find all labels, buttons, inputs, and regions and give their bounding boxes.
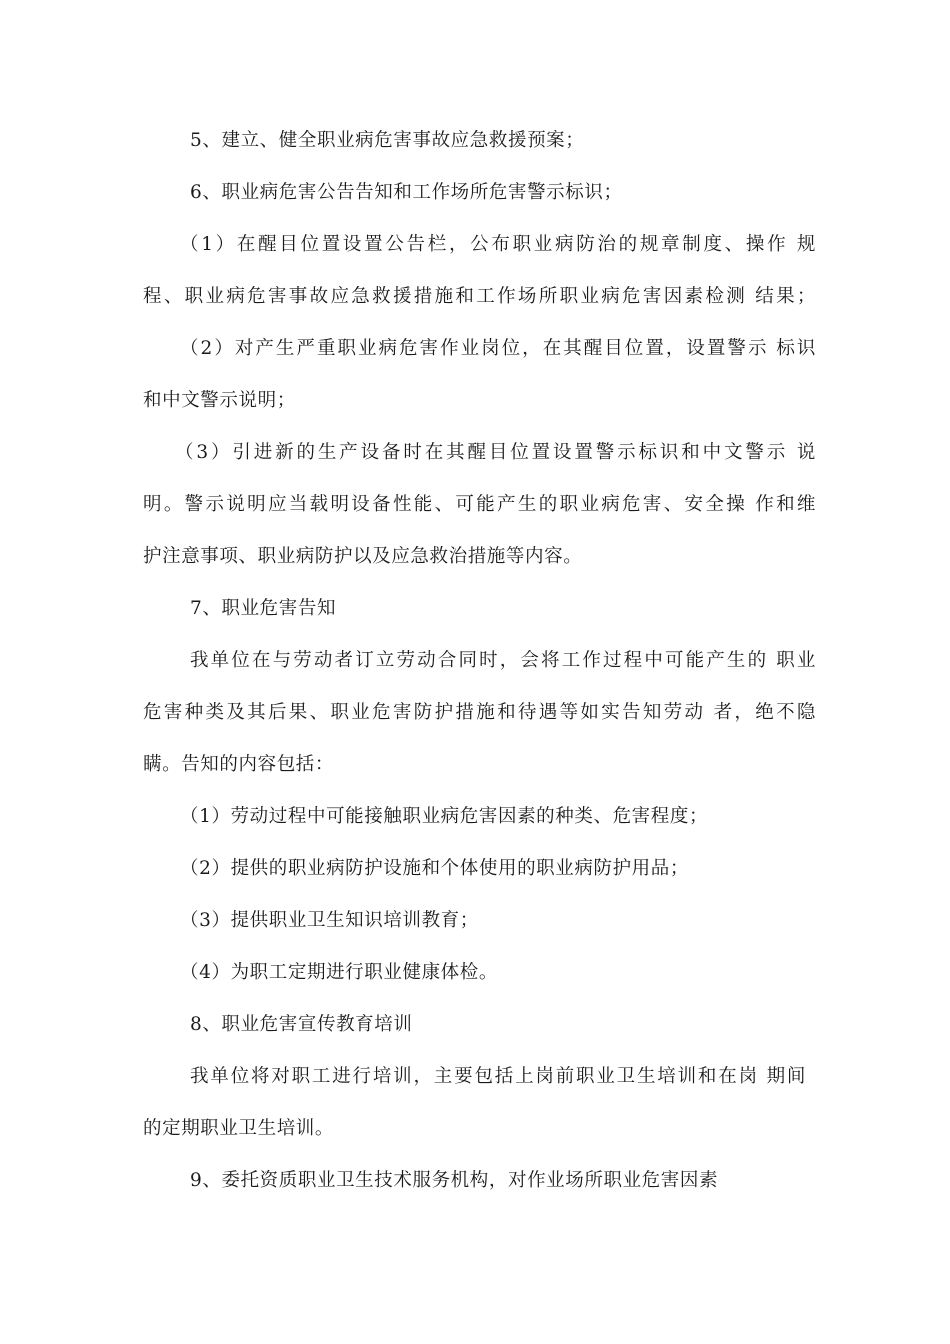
text-line-20: 的定期职业卫生培训。 — [143, 1118, 335, 1139]
text-line-18: 8、职业危害宣传教育培训 — [190, 1014, 413, 1035]
text-line-15: （2）提供的职业病防护设施和个体使用的职业病防护用品； — [180, 858, 689, 879]
text-line-3: （1）在醒目位置设置公告栏，公布职业病防治的规章制度、操作 规 — [180, 234, 816, 255]
text-line-5: （2）对产生严重职业病危害作业岗位，在其醒目位置，设置警示 标识 — [180, 338, 816, 359]
text-line-17: （4）为职工定期进行职业健康体检。 — [180, 962, 498, 983]
text-line-11: 我单位在与劳动者订立劳动合同时，会将工作过程中可能产生的 职业 — [190, 650, 816, 671]
text-line-7: （3）引进新的生产设备时在其醒目位置设置警示标识和中文警示 说 — [175, 442, 816, 463]
text-line-12: 危害种类及其后果、职业危害防护措施和待遇等如实告知劳动 者，绝不隐 — [143, 702, 816, 723]
text-line-1: 5、建立、健全职业病危害事故应急救援预案； — [190, 130, 585, 151]
text-line-13: 瞒。告知的内容包括： — [143, 754, 335, 775]
text-line-8: 明。警示说明应当载明设备性能、可能产生的职业病危害、安全操 作和维 — [143, 494, 816, 515]
text-line-19: 我单位将对职工进行培训，主要包括上岗前职业卫生培训和在岗 期间 — [190, 1066, 806, 1087]
text-line-4: 程、职业病危害事故应急救援措施和工作场所职业病危害因素检测 结果； — [143, 286, 816, 307]
text-line-10: 7、职业危害告知 — [190, 598, 337, 619]
text-line-2: 6、职业病危害公告告知和工作场所危害警示标识； — [190, 182, 623, 203]
text-line-16: （3）提供职业卫生知识培训教育； — [180, 910, 479, 931]
text-line-21: 9、委托资质职业卫生技术服务机构，对作业场所职业危害因素 — [190, 1170, 719, 1191]
text-line-14: （1）劳动过程中可能接触职业病危害因素的种类、危害程度； — [180, 806, 709, 827]
text-line-6: 和中文警示说明； — [143, 390, 296, 411]
text-line-9: 护注意事项、职业病防护以及应急救治措施等内容。 — [143, 546, 583, 567]
